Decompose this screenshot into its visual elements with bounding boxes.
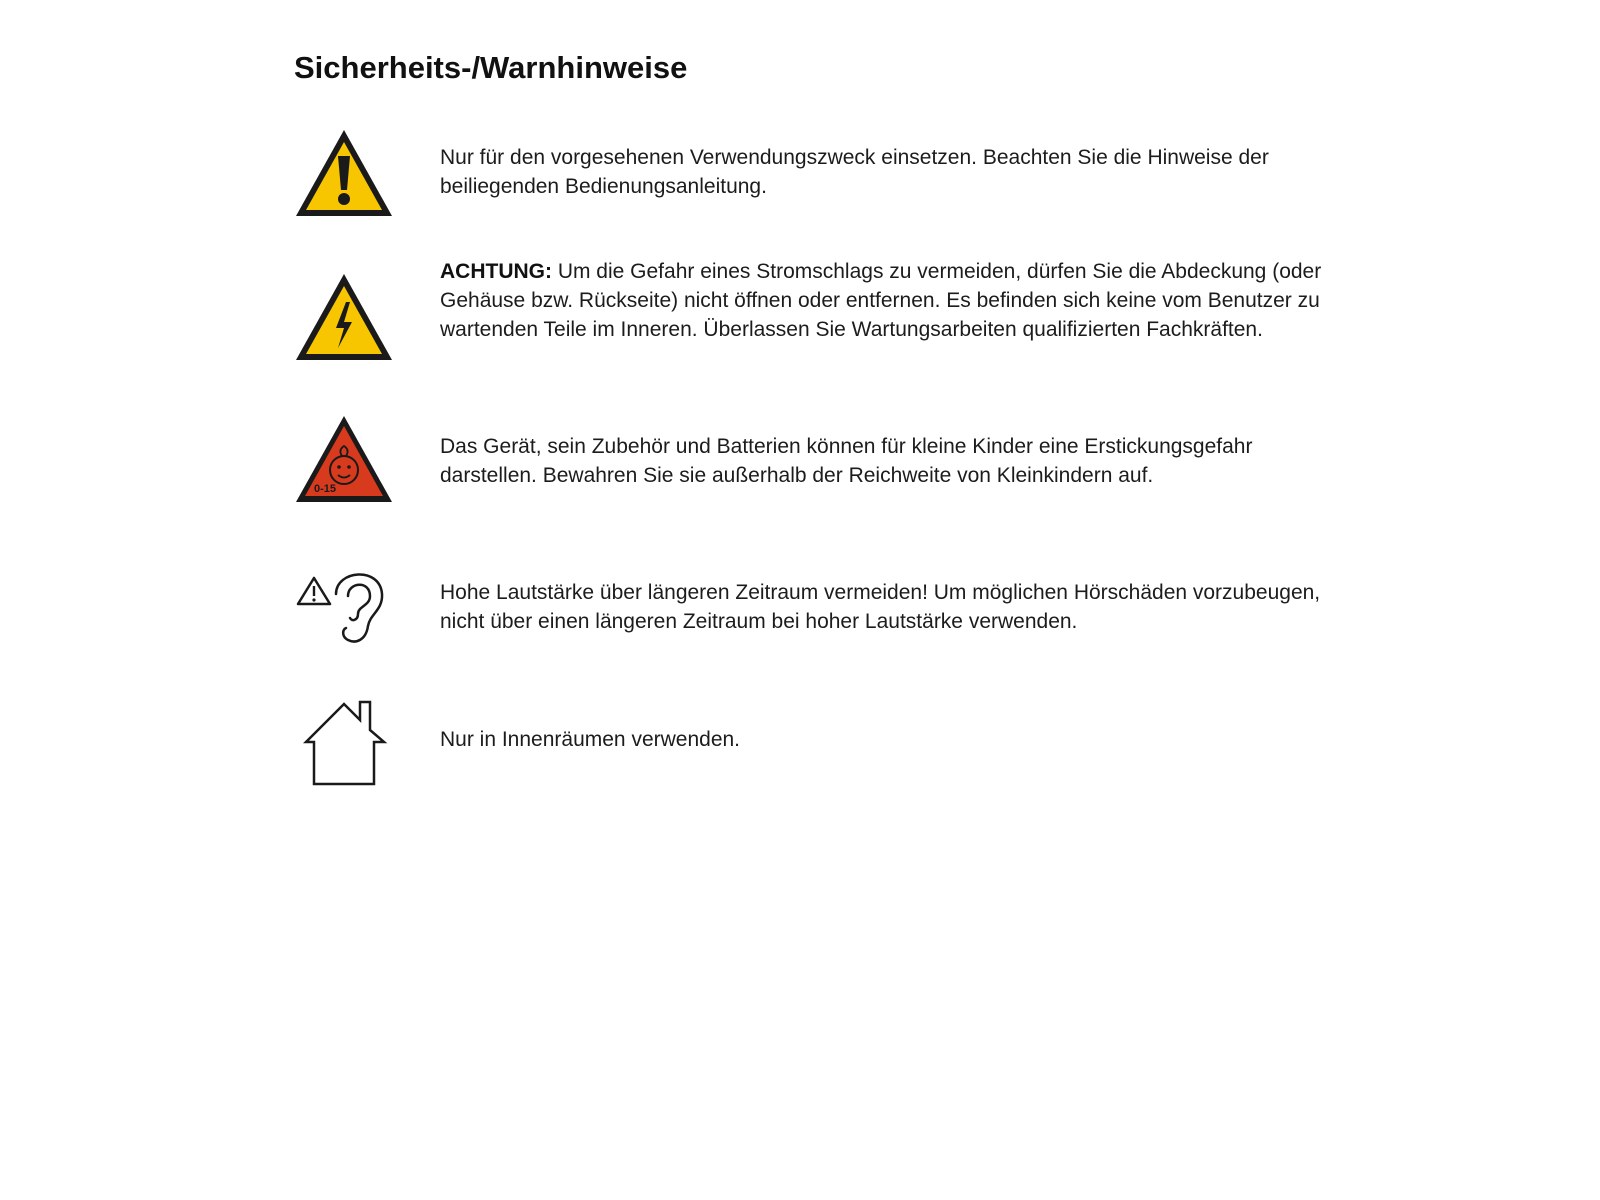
- warning-label: ACHTUNG:: [440, 260, 552, 283]
- warning-text: [440, 257, 1350, 344]
- general-warning-icon: [292, 126, 396, 222]
- hearing-damage-ear-icon: [292, 556, 396, 652]
- warning-text: Nur für den vorgesehenen Verwendungszweck einsetzen. Beachten Sie die Hinweise der beiliegenden Bedienungsanleitung.: [440, 146, 1269, 198]
- indoor-use-house-icon: [292, 694, 396, 790]
- choking-hazard-child-icon: [292, 412, 396, 508]
- warning-text: Das Gerät, sein Zubehör und Batterien können für kleine Kinder eine Erstickungsgefahr darstellen. Bewahren Sie sie außerhalb der Reichweite von Kleinkindern auf.: [440, 435, 1253, 487]
- page-title: Sicherheits-/Warnhinweise: [294, 50, 688, 85]
- electric-shock-warning-icon: [292, 270, 396, 366]
- warning-text: Hohe Lautstärke über längeren Zeitraum vermeiden! Um möglichen Hörschäden vorzubeugen, nicht über einen längeren Zeitraum bei hoher Lautstärke verwenden.: [440, 581, 1321, 633]
- warning-text: Nur in Innenräumen verwenden.: [440, 728, 741, 751]
- warning-body: Um die Gefahr eines Stromschlags zu vermeiden, dürfen Sie die Abdeckung (oder Gehäuse bzw. Rückseite) nicht öffnen oder entfernen. Es befinden sich keine vom Benutzer zu wartenden Teile im Inneren. Überlassen Sie Wartungsarbeiten qualifizierten Fachkräften.: [440, 260, 1322, 341]
- age-label: 0-15: [314, 483, 337, 495]
